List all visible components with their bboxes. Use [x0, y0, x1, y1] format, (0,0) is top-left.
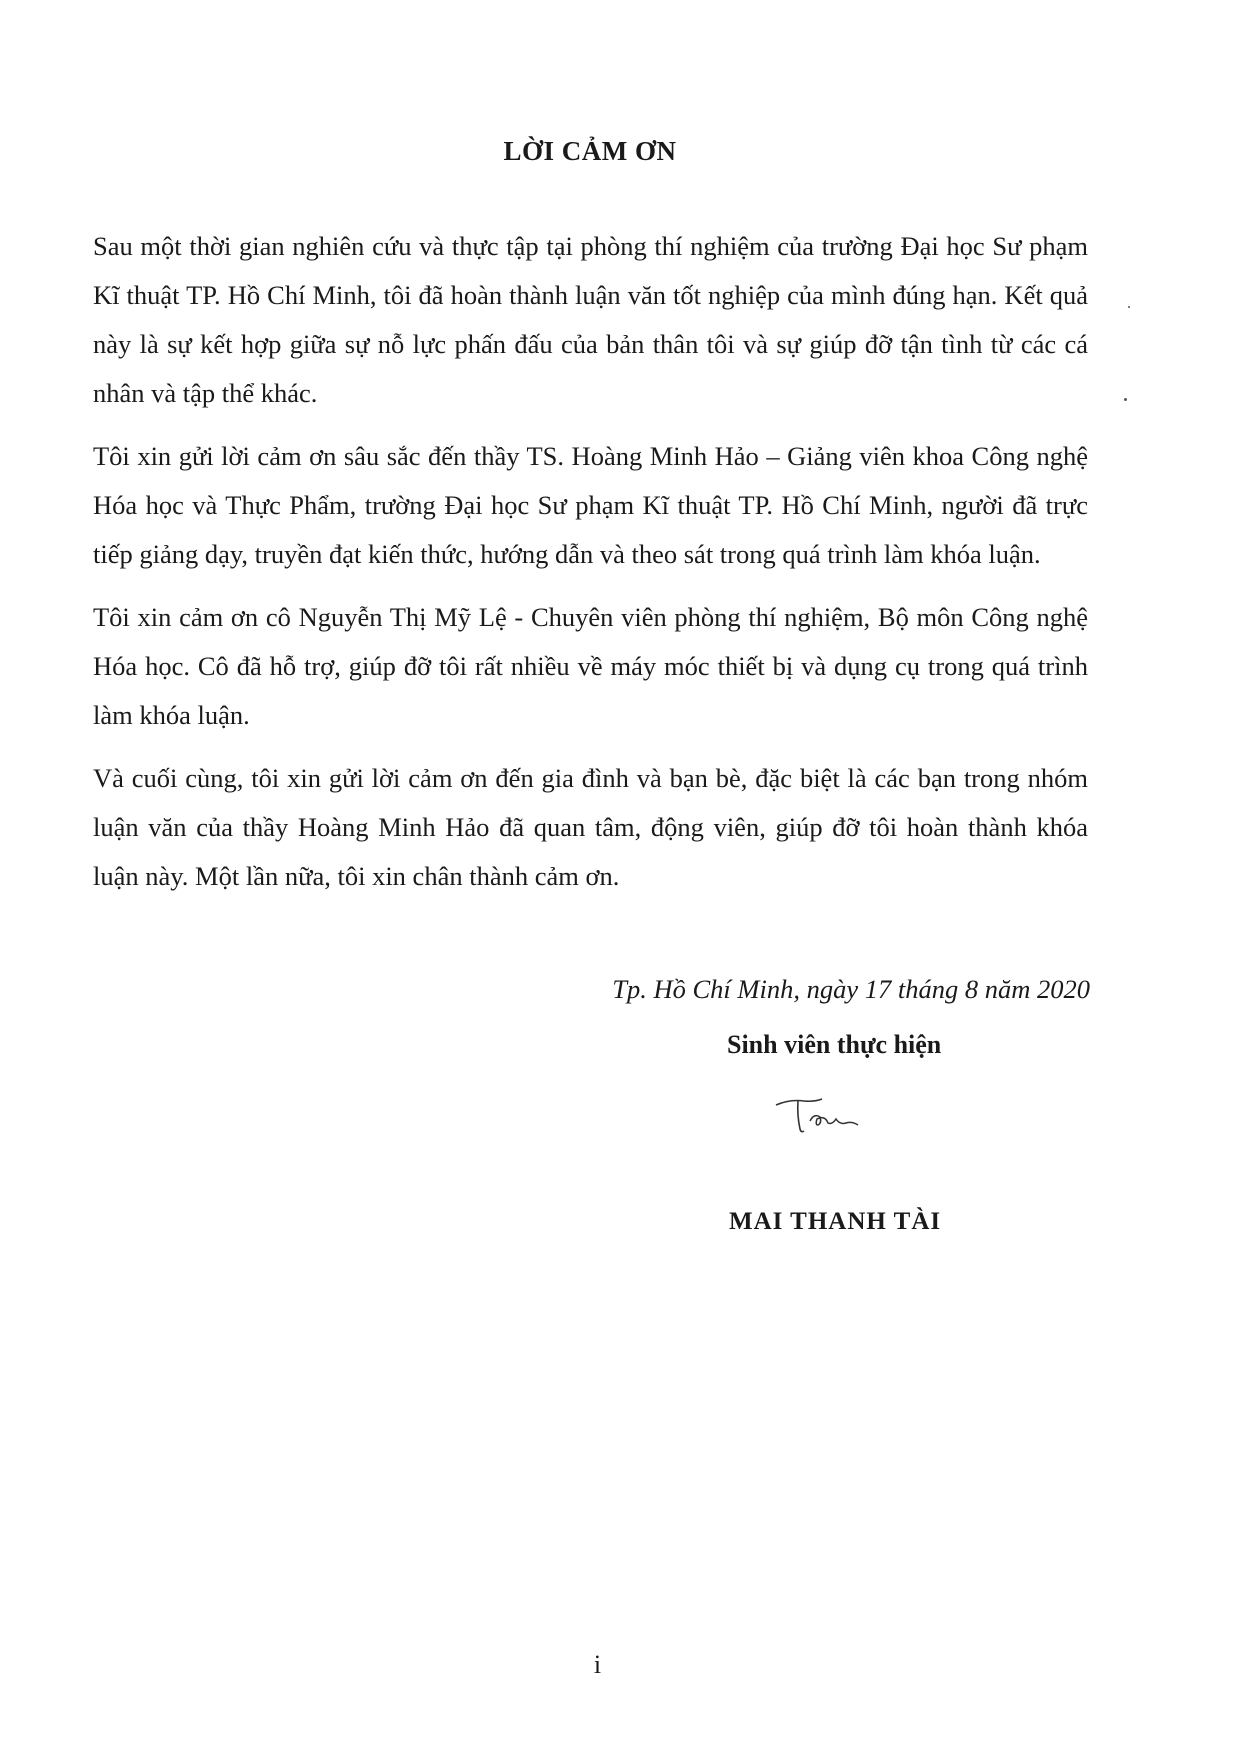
page-title: LỜI CẢM ƠN [503, 136, 677, 166]
handwritten-signature [770, 1085, 870, 1145]
acknowledgement-body [93, 222, 1088, 915]
paragraph-2: Tôi xin gửi lời cảm ơn sâu sắc đến thầy TS. Hoàng Minh Hảo – Giảng viên khoa Công nghệ Hóa học và Thực Phẩm, trường Đại học Sư phạm Kĩ thuật TP. Hồ Chí Minh, người đã trực tiếp giảng dạy, truyền đạt kiến thức, hướng dẫn và theo sát trong quá trình làm khóa luận. [93, 441, 1088, 569]
scan-speck [1128, 306, 1130, 308]
paragraph-4: Và cuối cùng, tôi xin gửi lời cảm ơn đến gia đình và bạn bè, đặc biệt là các bạn trong nhóm luận văn của thầy Hoàng Minh Hảo đã quan tâm, động viên, giúp đỡ tôi hoàn thành khóa luận này. Một lần nữa, tôi xin chân thành cảm ơn. [93, 763, 1088, 891]
page-number: i [593, 1650, 602, 1679]
signer-name: MAI THANH TÀI [729, 1208, 942, 1235]
paragraph-3: Tôi xin cảm ơn cô Nguyễn Thị Mỹ Lệ - Chuyên viên phòng thí nghiệm, Bộ môn Công nghệ Hóa học. Cô đã hỗ trợ, giúp đỡ tôi rất nhiều về máy móc thiết bị và dụng cụ trong quá trình làm khóa luận. [93, 602, 1088, 730]
signer-role: Sinh viên thực hiện [727, 1030, 942, 1059]
scan-speck [1124, 398, 1127, 401]
paragraph-1: Sau một thời gian nghiên cứu và thực tập tại phòng thí nghiệm của trường Đại học Sư phạm Kĩ thuật TP. Hồ Chí Minh, tôi đã hoàn thành luận văn tốt nghiệp của mình đúng hạn. Kết quả này là sự kết hợp giữa sự nỗ lực phấn đấu của bản thân tôi và sự giúp đỡ tận tình từ các cá nhân và tập thể khác. [93, 231, 1088, 408]
date-line: Tp. Hồ Chí Minh, ngày 17 tháng 8 năm 2020 [612, 974, 1090, 1004]
